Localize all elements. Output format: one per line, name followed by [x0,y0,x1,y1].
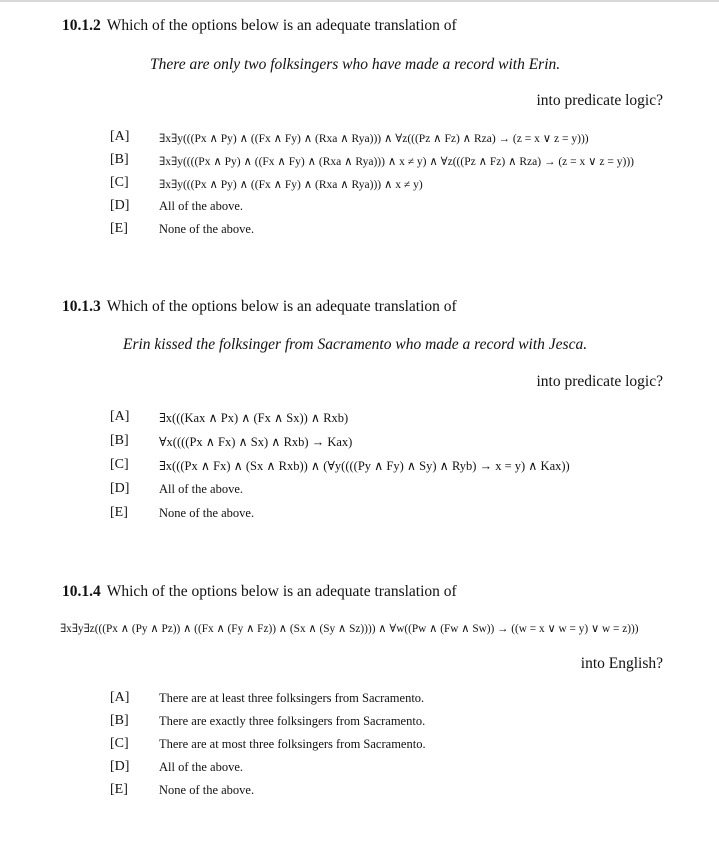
option-text: ∃x(((Px ∧ Fx) ∧ (Sx ∧ Rxb)) ∧ (∀y((((Py ∧ Fy) ∧ Sy) ∧ Ryb) → x = y) ∧ Kax)) [159,459,570,473]
question-sentence: There are only two folksingers who have made a record with Erin. [150,56,561,73]
question-formula: ∃x∃y∃z(((Px ∧ (Py ∧ Pz)) ∧ ((Fx ∧ (Fy ∧ Fz)) ∧ (Sx ∧ (Sy ∧ Sz)))) ∧ ∀w((Pw ∧ (Fw ∧ Sw)) → ((w = x ∨ w = y) ∨ w = z))) [60,623,639,635]
option-key: [D] [110,481,130,496]
option-key: [C] [110,457,129,472]
option-text: None of the above. [159,222,255,236]
option-text: There are at least three folksingers from Sacramento. [159,691,425,705]
question-number: 10.1.4 [62,583,101,600]
question-heading [62,17,457,35]
option-text: None of the above. [159,783,255,797]
question-sentence: Erin kissed the folksinger from Sacramento who made a record with Jesca. [123,336,588,353]
option-key: [E] [110,221,128,236]
option-key: [D] [110,759,130,774]
option-key: [C] [110,175,129,190]
option-text: None of the above. [159,506,255,520]
question-prompt: Which of the options below is an adequate translation of [106,17,457,34]
option-key: [B] [110,713,129,728]
option-text: ∃x∃y(((Px ∧ Py) ∧ ((Fx ∧ Fy) ∧ (Rxa ∧ Rya))) ∧ ∀z(((Pz ∧ Fz) ∧ Rza) → (z = x ∨ z = y))) [159,133,589,145]
option-key: [B] [110,152,129,167]
option-text: ∃x∃y(((Px ∧ Py) ∧ ((Fx ∧ Fy) ∧ (Rxa ∧ Rya))) ∧ x ≠ y) [159,179,423,191]
option-text: All of the above. [159,199,244,213]
option-text: There are at most three folksingers from Sacramento. [159,737,426,751]
question-heading [62,298,457,316]
option-text: ∃x∃y((((Px ∧ Py) ∧ ((Fx ∧ Fy) ∧ (Rxa ∧ Rya))) ∧ x ≠ y) ∧ ∀z(((Pz ∧ Fz) ∧ Rza) → (z = x ∨ z = y))) [159,156,634,168]
option-key: [A] [110,409,130,424]
option-key: [C] [110,736,129,751]
question-target: into predicate logic? [536,92,663,109]
question-prompt: Which of the options below is an adequate translation of [106,583,457,600]
option-text: There are exactly three folksingers from Sacramento. [159,714,426,728]
question-target: into predicate logic? [536,373,663,390]
question-heading [62,583,457,601]
option-text: All of the above. [159,482,244,496]
option-text: ∃x(((Kax ∧ Px) ∧ (Fx ∧ Sx)) ∧ Rxb) [159,411,349,425]
question-prompt: Which of the options below is an adequate translation of [106,298,457,315]
question-number: 10.1.3 [62,298,101,315]
option-key: [D] [110,198,130,213]
question-number: 10.1.2 [62,17,101,34]
option-key: [B] [110,433,129,448]
option-key: [E] [110,505,128,520]
option-text: All of the above. [159,760,244,774]
question-target: into English? [580,655,663,672]
option-text: ∀x((((Px ∧ Fx) ∧ Sx) ∧ Rxb) → Kax) [159,435,353,449]
option-key: [A] [110,129,130,144]
option-key: [A] [110,690,130,705]
top-border [0,0,719,2]
option-key: [E] [110,782,128,797]
